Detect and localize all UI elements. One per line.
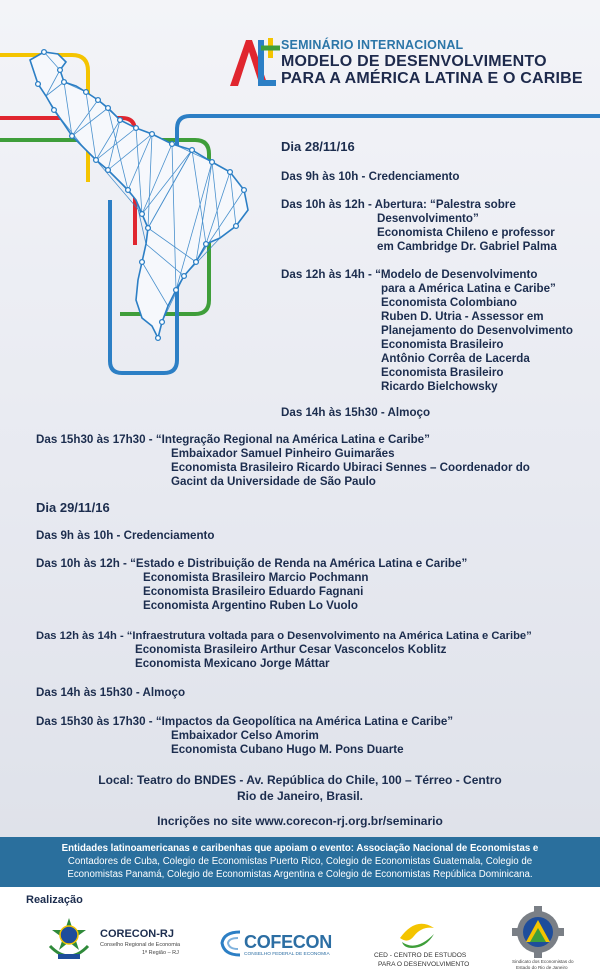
program-item-detail: Gacint da Universidade de São Paulo	[171, 475, 376, 488]
program-item-detail: Economista Brasileiro	[381, 338, 504, 351]
program-item: Das 10h às 12h - “Estado e Distribuição de Renda na América Latina e Caribe”	[36, 557, 468, 570]
program-item: Das 12h às 14h - “Modelo de Desenvolvimento	[281, 268, 538, 281]
supporters-line-1: Entidades latinoamericanas e caribenhas que apoiam o evento: Associação Nacional de Economistas e	[61, 843, 539, 854]
location-line-1: Local: Teatro do BNDES - Av. República do Chile, 100 – Térreo - Centro	[98, 773, 502, 787]
supporters-line-2: Contadores de Cuba, Colegio de Economistas Puerto Rico, Colegio de Economistas Guatemala, Colegio de	[67, 856, 533, 867]
program-item-detail: Economista Argentino Ruben Lo Vuolo	[143, 599, 358, 612]
program-item-detail: Antônio Corrêa de Lacerda	[381, 352, 530, 365]
sindicato-name-line-2: Estado do Rio de Janeiro	[516, 965, 568, 970]
seminar-title-line-1: MODELO DE DESENVOLVIMENTO	[281, 53, 547, 70]
program-item-detail: Desenvolvimento”	[377, 212, 479, 225]
program-item: Das 9h às 10h - Credenciamento	[36, 529, 215, 542]
day-1-date: Dia 28/11/16	[281, 139, 355, 154]
program-item-detail: Embaixador Samuel Pinheiro Guimarães	[171, 447, 395, 460]
program-item-detail: Economista Brasileiro Ricardo Ubiraci Sennes – Coordenador do	[171, 461, 530, 474]
program-item-detail: Ruben D. Utria - Assessor em	[381, 310, 544, 323]
cofecon-swirl-icon	[218, 928, 244, 958]
realizacao-label: Realização	[26, 894, 83, 906]
day-2-date: Dia 29/11/16	[36, 500, 110, 515]
ced-name-line-1: CED - CENTRO DE ESTUDOS	[374, 952, 467, 959]
supporters-line-3: Economistas Panamá, Colegio de Economistas Argentina e Colegio de Economistas República Dominicana.	[67, 869, 533, 880]
seminar-title-line-2: PARA A AMÉRICA LATINA E O CARIBE	[281, 70, 583, 87]
corecon-subtitle-2: 1ª Região – RJ	[142, 950, 179, 956]
program-item: Das 10h às 12h - Abertura: “Palestra sobre	[281, 198, 516, 211]
seminar-subtitle: SEMINÁRIO INTERNACIONAL	[281, 38, 464, 52]
program-item-detail: Planejamento do Desenvolvimento	[381, 324, 573, 337]
program-item-detail: Economista Mexicano Jorge Máttar	[135, 657, 330, 670]
sindicato-name-line-1: Sindicato dos Economistas do	[512, 959, 574, 964]
cofecon-name: COFECON	[244, 932, 332, 952]
registration-link[interactable]: Incrições no site www.corecon-rj.org.br/seminario	[157, 814, 443, 828]
program-item: Das 14h às 15h30 - Almoço	[281, 406, 431, 419]
program-item: Das 12h às 14h - “Infraestrutura voltada para o Desenvolvimento na América Latina e Caribe”	[36, 630, 532, 642]
program-item-detail: Economista Brasileiro Marcio Pochmann	[143, 571, 369, 584]
america-network-map	[30, 50, 248, 341]
ced-logo-icon	[396, 918, 438, 952]
program-item-detail: Economista Colombiano	[381, 296, 517, 309]
corecon-subtitle-1: Conselho Regional de Economia	[100, 942, 181, 948]
program-item-detail: em Cambridge Dr. Gabriel Palma	[377, 240, 557, 253]
sindicato-gear-logo-icon	[512, 906, 564, 958]
program-item-detail: Embaixador Celso Amorim	[171, 729, 319, 742]
cofecon-subtitle: CONSELHO FEDERAL DE ECONOMIA	[244, 952, 330, 957]
program-item: Das 9h às 10h - Credenciamento	[281, 170, 460, 183]
program-item-detail: Economista Brasileiro Eduardo Fagnani	[143, 585, 364, 598]
program-item-detail: Economista Brasileiro	[381, 366, 504, 379]
brazil-coat-of-arms-icon	[44, 916, 94, 964]
program-item-detail: Economista Brasileiro Arthur Cesar Vasconcelos Koblitz	[135, 643, 447, 656]
program-item-detail: Ricardo Bielchowsky	[381, 380, 498, 393]
program-item: Das 15h30 às 17h30 - “Integração Regional na América Latina e Caribe”	[36, 433, 430, 446]
location-line-2: Rio de Janeiro, Brasil.	[236, 789, 364, 803]
program-item-detail: para a América Latina e Caribe”	[381, 282, 556, 295]
program-item-detail: Economista Chileno e professor	[377, 226, 555, 239]
program-item: Das 14h às 15h30 - Almoço	[36, 686, 186, 699]
program-item: Das 15h30 às 17h30 - “Impactos da Geopolítica na América Latina e Caribe”	[36, 715, 454, 728]
program-item-detail: Economista Cubano Hugo M. Pons Duarte	[171, 743, 404, 756]
corecon-name: CORECON-RJ	[100, 928, 174, 940]
ced-name-line-2: PARA O DESENVOLVIMENTO	[378, 961, 470, 968]
alc-plus-logo-icon	[228, 36, 282, 90]
